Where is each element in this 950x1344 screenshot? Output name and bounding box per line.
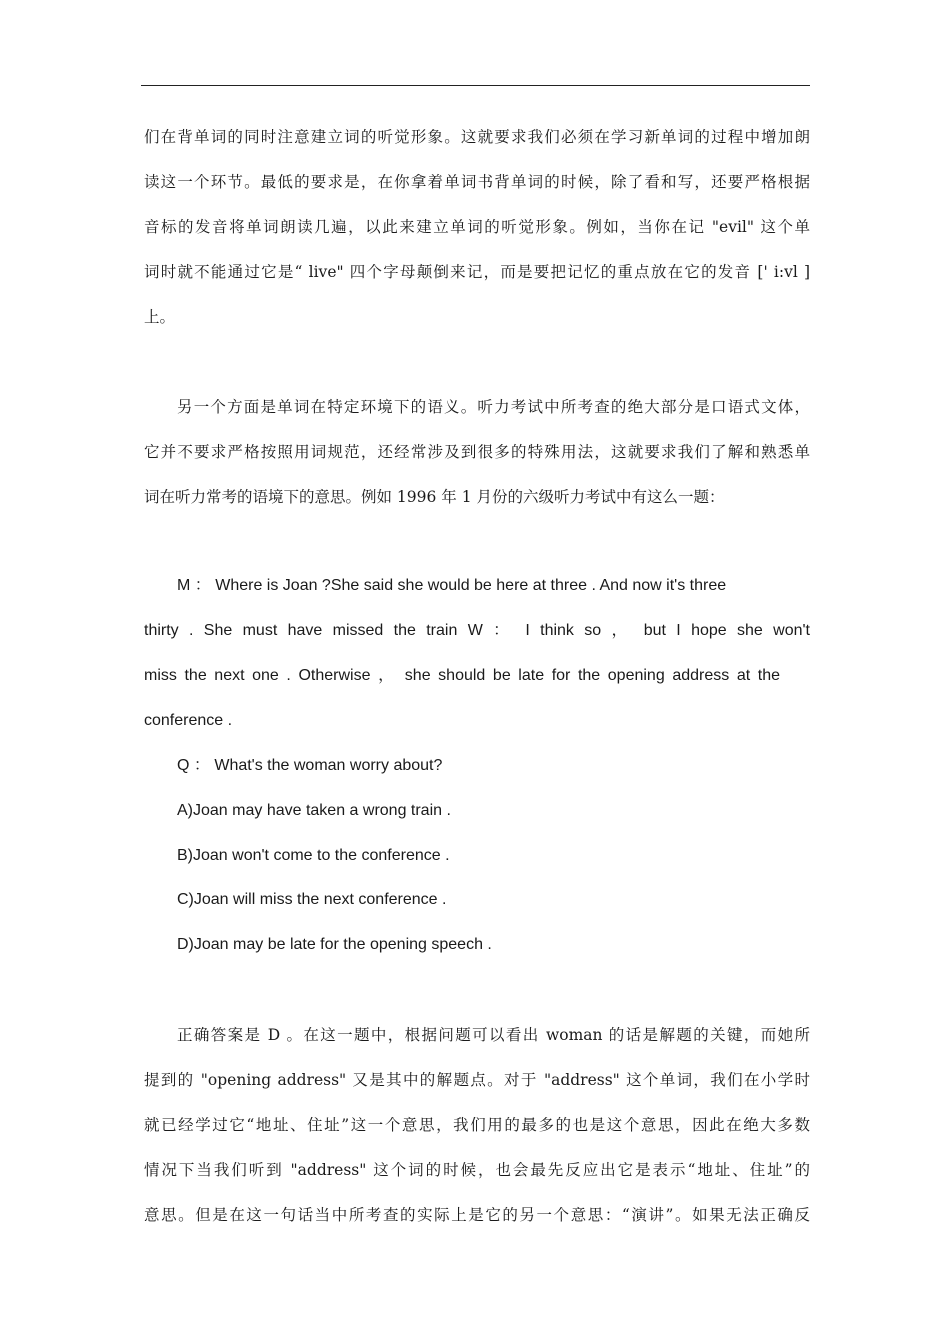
paragraph-3-line-3: 就已经学过它“地址、住址”这一个意思，我们用的最多的也是这个意思，因此在绝大多数 <box>144 1116 810 1134</box>
dialogue-line-3: miss the next one . Otherwise ， she should be late for the opening address at the <box>144 667 780 684</box>
paragraph-2-line-2: 它并不要求严格按照用词规范，还经常涉及到很多的特殊用法，这就要求我们了解和熟悉单 <box>144 443 810 461</box>
option-d: D)Joan may be late for the opening speech . <box>177 936 492 953</box>
paragraph-1-line-5: 上。 <box>144 308 176 326</box>
paragraph-3-line-1: 正确答案是 D 。在这一题中，根据问题可以看出 woman 的话是解题的关键，而她所 <box>177 1026 810 1044</box>
paragraph-2-line-3: 词在听力常考的语境下的意思。例如 1996 年 1 月份的六级听力考试中有这么一题： <box>144 488 725 506</box>
paragraph-1-line-1: 们在背单词的同时注意建立词的听觉形象。这就要求我们必须在学习新单词的过程中增加朗 <box>144 128 810 146</box>
option-c: C)Joan will miss the next conference . <box>177 891 447 908</box>
option-a: A)Joan may have taken a wrong train . <box>177 802 451 819</box>
dialogue-line-1: M ： Where is Joan ?She said she would be here at three . And now it's three <box>177 577 727 594</box>
paragraph-1-line-2: 读这一个环节。最低的要求是，在你拿着单词书背单词的时候，除了看和写，还要严格根据 <box>144 173 810 191</box>
paragraph-2-line-1: 另一个方面是单词在特定环境下的语义。听力考试中所考查的绝大部分是口语式文体， <box>177 398 810 416</box>
paragraph-1-line-4: 词时就不能通过它是“ live" 四个字母颠倒来记，而是要把记忆的重点放在它的发音 [' i:vl ] <box>144 263 810 281</box>
header-rule <box>141 85 810 86</box>
paragraph-3-line-5: 意思。但是在这一句话当中所考查的实际上是它的另一个意思：“演讲”。如果无法正确反 <box>144 1206 810 1224</box>
paragraph-3-line-2: 提到的 "opening address" 又是其中的解题点。对于 "address" 这个单词，我们在小学时 <box>144 1071 810 1089</box>
dialogue-line-2: thirty . She must have missed the train W ： I think so ， but I hope she won't <box>144 622 811 639</box>
paragraph-3-line-4: 情况下当我们听到 "address" 这个词的时候，也会最先反应出它是表示“地址、住址”的 <box>144 1161 810 1179</box>
option-b: B)Joan won't come to the conference . <box>177 847 450 864</box>
paragraph-1-line-3: 音标的发音将单词朗读几遍，以此来建立单词的听觉形象。例如，当你在记 "evil" 这个单 <box>144 218 810 236</box>
question: Q ： What's the woman worry about? <box>177 757 443 774</box>
dialogue-line-4: conference . <box>144 712 233 729</box>
